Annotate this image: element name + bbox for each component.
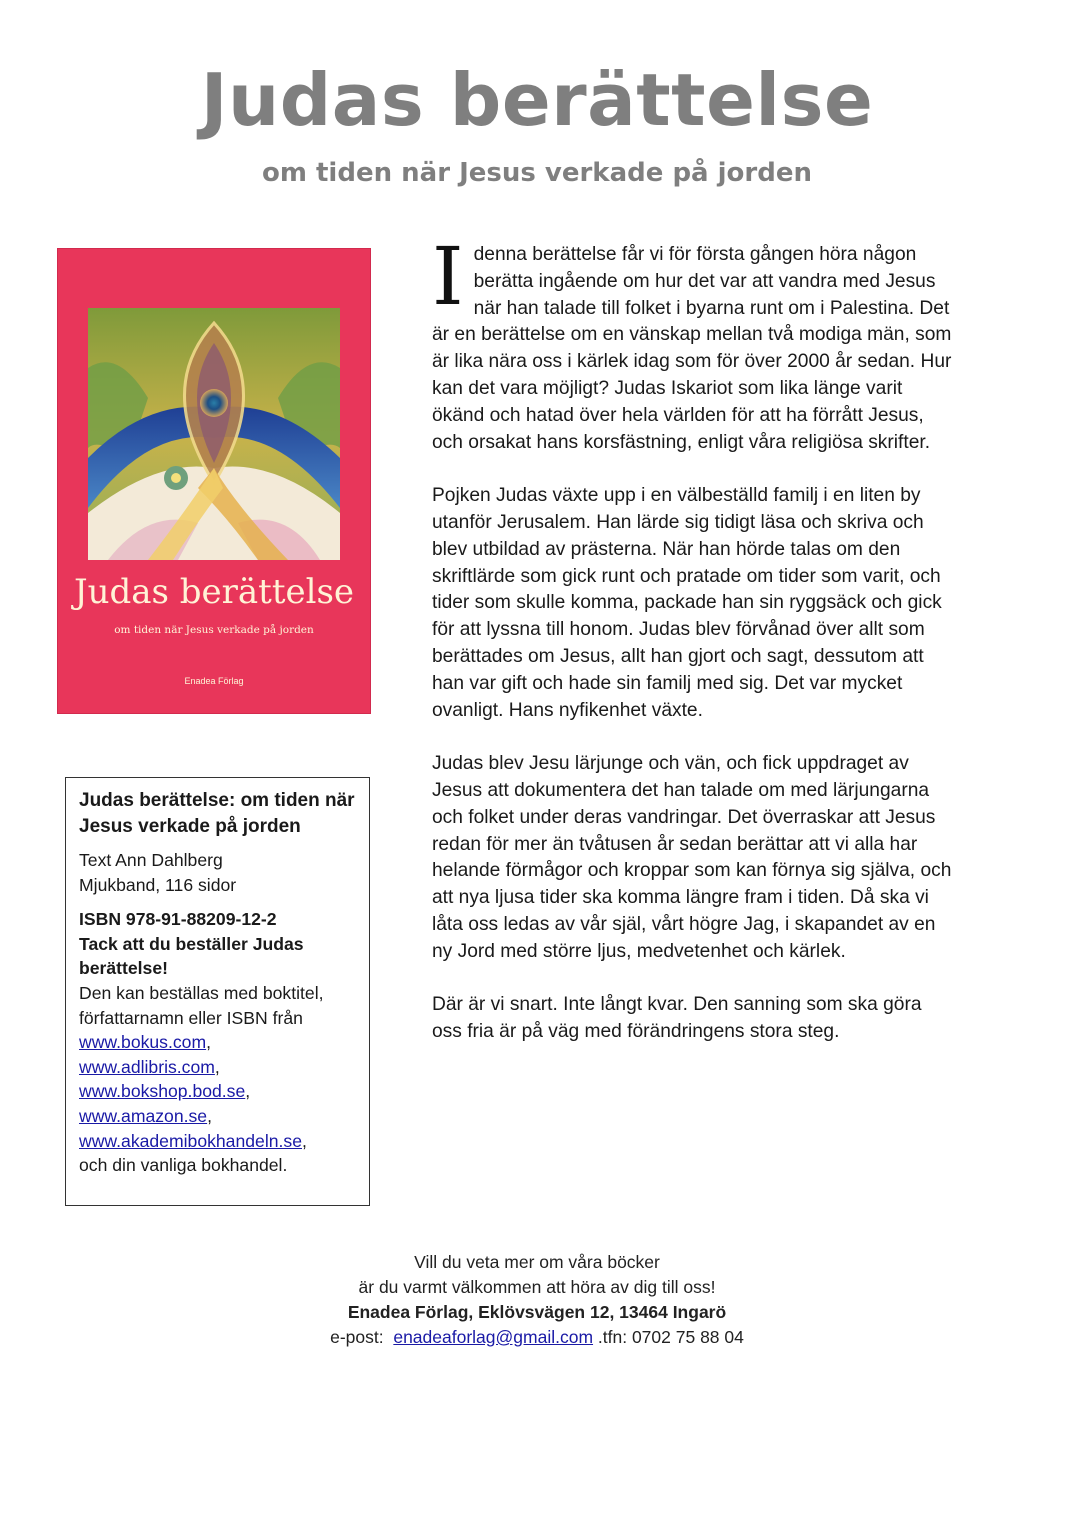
link-bokshop[interactable]: www.bokshop.bod.se [79,1081,246,1102]
book-info-box: Judas berättelse: om tiden när Jesus verkade på jorden Text Ann Dahlberg Mjukband, 116 sidor ISBN 978-91-88209-12-2 Tack att du beställer Judas berättelse! Den kan beställas med boktitel, författarnamn eller ISBN från www.bokus.com, www.adlibris.com, www.bokshop.bod.se, www.amazon.se, www.akademibokhandeln.se, och din vanliga bokhandel. [65,777,370,1206]
phone: .tfn: 0702 75 88 04 [597,1327,744,1347]
cover-subtitle: om tiden när Jesus verkade på jorden [114,624,314,636]
link-amazon[interactable]: www.amazon.se [79,1105,208,1126]
cover-title: Judas berättelse [73,572,355,612]
footer-line-2: är du varmt välkommen att höra av dig till oss! [358,1277,716,1297]
story-paragraph-1-text: denna berättelse får vi för första gången höra någon berätta ingående om hur det var att vandra med Jesus när han talade till folket i byarna runt om i Palestina. Det är en berättelse om en vänskap mellan två modiga män, som är lika nära oss i kärlek idag som för över 2000 år sedan. Hur kan det vara möjligt? Judas Iskariot som lika länge varit ökänd och hatad över hela världen för att ha förrått Jesus, och orsakat hans korsfästning, enligt våra religiösa skrifter. [432,244,952,453]
email-link[interactable]: enadeaforlag@gmail.com [393,1327,594,1347]
footer-line-1: Vill du veta mer om våra böcker [414,1252,660,1272]
link-akademibokhandeln[interactable]: www.akademibokhandeln.se [79,1130,302,1151]
info-thanks: Tack att du beställer Judas berättelse! [79,933,304,979]
link-bokus[interactable]: www.bokus.com [79,1032,207,1053]
footer-contact [0,1325,1074,1350]
footer-address: Enadea Förlag, Eklövsvägen 12, 13464 Ingarö [347,1302,727,1322]
info-author: Text Ann Dahlberg [79,850,223,870]
story-paragraph-4: Där är vi snart. Inte långt kvar. Den sanning som ska göra oss fria är på väg med förändringens stora steg. [432,994,922,1043]
drop-cap: I [432,230,464,323]
info-title: Judas berättelse: om tiden när Jesus verkade på jorden [79,790,355,837]
story-text [432,230,954,1073]
story-paragraph-1 [432,230,954,456]
footer [0,1250,1074,1350]
info-isbn: ISBN 978-91-88209-12-2 [79,909,277,930]
info-format: Mjukband, 116 sidor [79,874,237,895]
info-ending: och din vanliga bokhandel. [79,1155,288,1176]
cover-publisher: Enadea Förlag [184,676,244,686]
page-subtitle: om tiden när Jesus verkade på jorden [262,158,812,188]
email-label: e-post: [330,1327,384,1347]
story-paragraph-3: Judas blev Jesu lärjunge och vän, och fick uppdraget av Jesus att dokumentera det han talade om med lärjungarna och folket under deras vandringar. Det överraskar att Jesus redan för mer än tvåtusen år sedan berättar att vi alla har helande förmågor och kroppar som kan förnya sig själva, och att nya ljusa tider ska komma längre fram i tiden. Då ska vi låta oss ledas av vår själ, vårt högre Jag, i skapandet av en ny Jord med större ljus, medvetenhet och kärlek. [432,753,952,962]
cover-painting [88,308,340,560]
story-paragraph-2: Pojken Judas växte upp i en välbeställd familj i en liten by utanför Jerusalem. Han lärde sig tidigt läsa och skriva och blev utbildad av prästerna. När han hörde talas om den skriftlärde som gick runt och pratade om tider som varit, och tider som skulle komma, packade han sin ryggsäck och gick för att lyssna till honom. Judas blev förvånad över allt som berättades om Jesus, allt han gjort och sagt, dessutom att han var gift och hade sin familj med sig. Det var mycket ovanligt. Hans nyfikenhet växte. [432,485,942,721]
info-order-text: Den kan beställas med boktitel, författarnamn eller ISBN från [79,982,324,1028]
page-title: Judas berättelse [200,58,874,142]
link-adlibris[interactable]: www.adlibris.com [79,1056,215,1077]
